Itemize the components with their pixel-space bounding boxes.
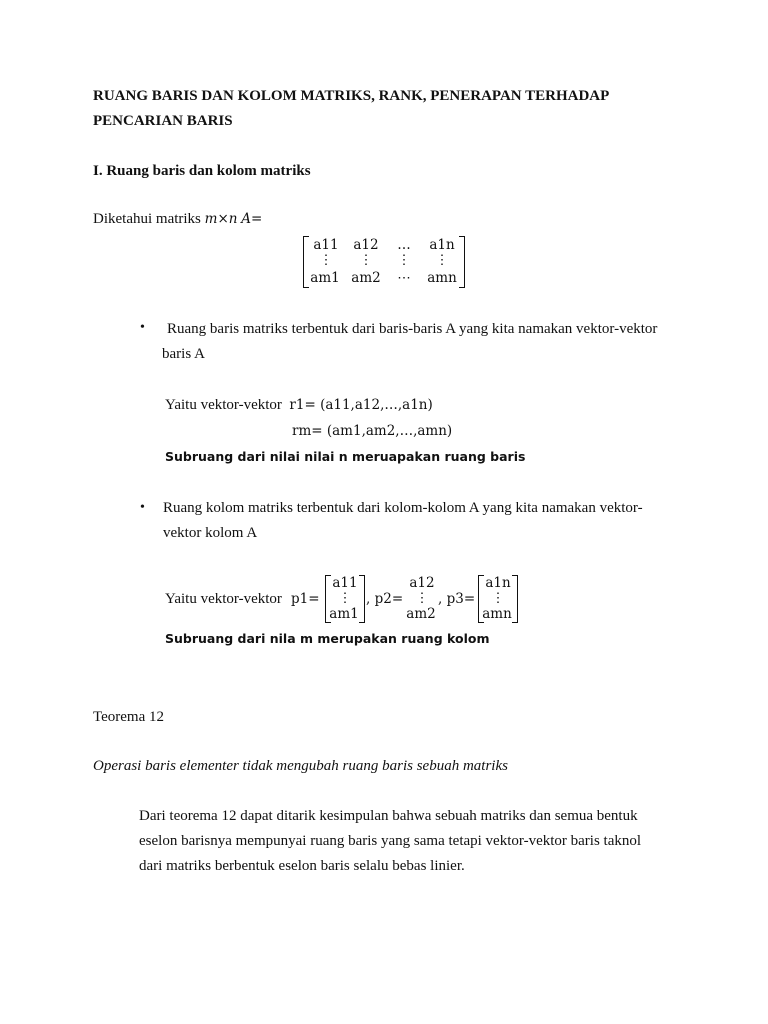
vector-cell: ⋮ — [415, 590, 429, 606]
matrix-cell: ⋮ — [435, 252, 449, 268]
p3-label: , p3= — [438, 591, 476, 607]
conclusion-line2: eselon barisnya mempunyai ruang baris yang sama tetapi vektor-vektor baris taknol — [139, 833, 642, 849]
bullet2-line2: vektor kolom A — [163, 525, 258, 541]
row-vector-rm: rm= (am1,am2,…,amn) — [292, 423, 453, 439]
theorem-statement: Operasi baris elementer tidak mengubah ruang baris sebuah matriks — [93, 758, 508, 774]
vector-cell: amn — [482, 606, 512, 622]
conclusion-line1: Dari teorema 12 dapat ditarik kesimpulan bahwa sebuah matriks dan semua bentuk — [139, 808, 638, 824]
p2-label: , p2= — [366, 591, 404, 607]
math-A: A — [241, 211, 251, 227]
doc-title-line2: PENCARIAN BARIS — [93, 113, 233, 129]
matrix-A — [303, 236, 465, 288]
bullet-dot: • — [140, 500, 145, 515]
vector-cell: ⋮ — [338, 590, 352, 606]
math-n: n — [228, 211, 238, 227]
vector-cell: am1 — [329, 606, 359, 622]
column-vector-p3 — [478, 575, 518, 623]
matrix-cell: a11 — [313, 237, 339, 253]
math-m: m — [204, 211, 218, 227]
vector-cell: a12 — [409, 575, 435, 591]
matrix-cell: ⋮ — [319, 252, 333, 268]
doc-title-line1: RUANG BARIS DAN KOLOM MATRIKS, RANK, PENERAPAN TERHADAP — [93, 88, 610, 104]
bullet-dot: • — [140, 320, 145, 335]
intro-text: Diketahui matriks — [93, 211, 205, 227]
vector-cell: am2 — [406, 606, 436, 622]
row-vector-r1: r1= (a11,a12,…,a1n) — [289, 397, 433, 413]
vector-cell: a1n — [485, 575, 511, 591]
math-times: × — [217, 211, 229, 227]
intro-line — [93, 211, 262, 228]
matrix-cell: … — [397, 237, 411, 253]
matrix-cell: ⋮ — [397, 252, 411, 268]
matrix-cell: am2 — [351, 270, 381, 286]
matrix-cell: ⋯ — [397, 270, 411, 286]
vector-cell: a11 — [332, 575, 358, 591]
matrix-cell: ⋮ — [359, 252, 373, 268]
conclusion-line3: dari matriks berbentuk eselon baris selalu bebas linier. — [139, 858, 465, 874]
vector-cell: ⋮ — [491, 590, 505, 606]
column-vector-p1 — [325, 575, 365, 623]
col-vectors-prefix: Yaitu vektor-vektor — [165, 591, 282, 607]
col-subspace-statement: Subruang dari nila m merupakan ruang kolom — [165, 631, 490, 646]
section-heading: I. Ruang baris dan kolom matriks — [93, 163, 311, 179]
row-subspace-statement: Subruang dari nilai nilai n meruapakan ruang baris — [165, 449, 526, 464]
bullet1-line1: Ruang baris matriks terbentuk dari baris-baris A yang kita namakan vektor-vektor — [167, 321, 658, 337]
p1-label: p1= — [291, 591, 320, 607]
matrix-cell: a1n — [429, 237, 455, 253]
bullet1-line2: baris A — [162, 346, 205, 362]
bullet2-line1: Ruang kolom matriks terbentuk dari kolom-kolom A yang kita namakan vektor- — [163, 500, 643, 516]
column-vector-p2 — [402, 575, 442, 623]
theorem-title: Teorema 12 — [93, 709, 165, 725]
matrix-cell: a12 — [353, 237, 379, 253]
row-vectors-prefix: Yaitu vektor-vektor — [165, 397, 282, 413]
matrix-cell: amn — [427, 270, 457, 286]
row-vectors-line — [165, 397, 433, 414]
matrix-cell: am1 — [310, 270, 340, 286]
math-eq: = — [250, 211, 263, 227]
